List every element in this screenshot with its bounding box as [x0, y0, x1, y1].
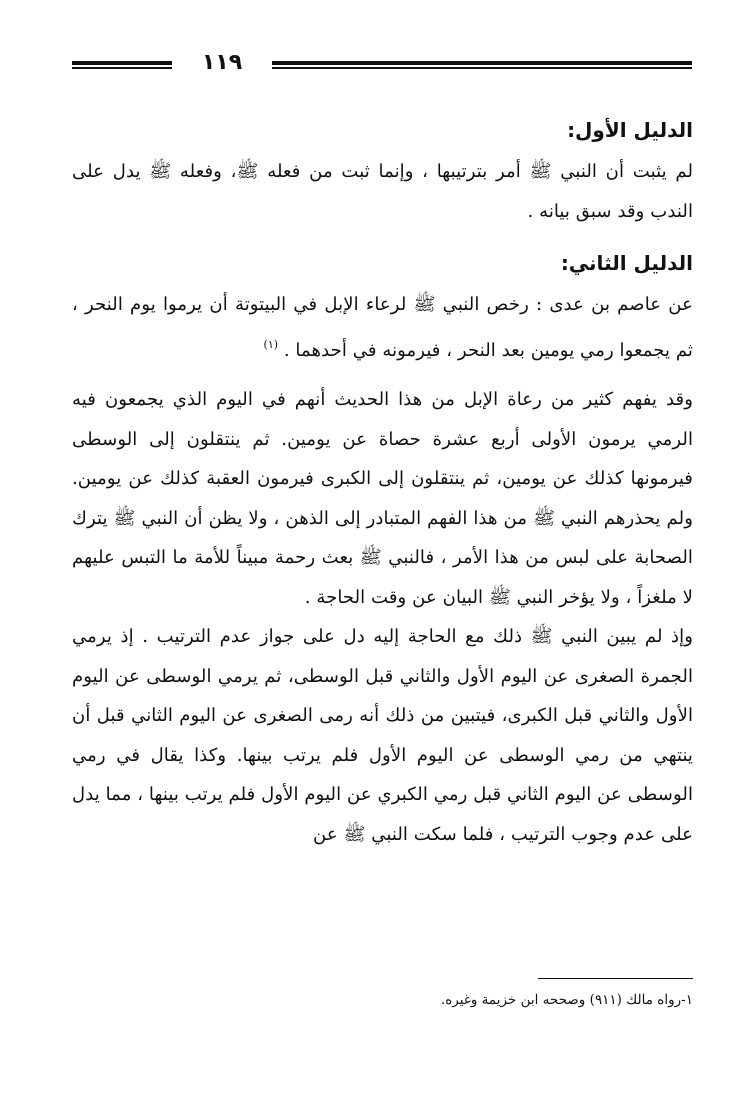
section-heading-first-evidence: الدليل الأول:: [567, 118, 693, 142]
second-evidence-text: [72, 285, 693, 370]
footnote-reference: (١): [263, 337, 279, 351]
footnote-divider: [538, 978, 693, 979]
body-paragraph: وإذ لم يبين النبي ﷺ ذلك مع الحاجة إليه دل على جواز عدم الترتيب . إذ يرمي الجمرة الصغرى عن اليوم الأول والثاني قبل الوسطى، ثم يرمي الوسطى عن اليوم الأول والثاني قبل الكبرى، فيتبين من ذلك أنه رمى الصغرى عن اليوم الثاني قبل أن ينتهي من رمي الوسطى عن اليوم الأول فلم يرتب بينها. وكذا يقال في رمي الوسطى عن اليوم الثاني قبل رمي الكبري عن اليوم الأول فلم يرتب بينها ، مما يدل على عدم وجوب الترتيب ، فلما سكت النبي ﷺ عن: [72, 626, 693, 845]
page-number: ١١٩: [201, 50, 243, 75]
body-paragraph: وقد يفهم كثير من رعاة الإبل من هذا الحديث أنهم في اليوم الذي يجمعون فيه الرمي يرمون الأولى أربع عشرة حصاة عن يومين. ثم ينتقلون إلى الوسطى فيرمونها كذلك عن يومين، ثم ينتقلون إلى الكبرى فيرمون العقبة كذلك عن يومين. ولم يحذرهم النبي ﷺ من هذا الفهم المتبادر إلى الذهن ، ولا يظن أن النبي ﷺ يترك الصحابة على لبس من هذا الأمر ، فالنبي ﷺ بعث رحمة مبيناً للأمة ما التبس عليهم لا ملغزاً ، ولا يؤخر النبي ﷺ البيان عن وقت الحاجة .: [72, 389, 693, 608]
header-rule-left: [72, 61, 172, 69]
section-heading-second-evidence: الدليل الثاني:: [560, 251, 693, 275]
hadith-text: عن عاصم بن عدى : رخص النبي ﷺ لرعاء الإبل في البيتوتة أن يرموا يوم النحر ، ثم يجمعوا رمي يومين بعد النحر ، فيرمونه في أحدهما .: [72, 294, 693, 361]
page-header: [72, 52, 692, 78]
page-body: [72, 108, 693, 854]
header-rule-right: [272, 61, 692, 69]
footnote: ١-رواه مالك (٩١١) وصححه ابن خزيمة وغيره.: [440, 992, 693, 1008]
first-evidence-text: لم يثبت أن النبي ﷺ أمر بترتيبها ، وإنما ثبت من فعله ﷺ، وفعله ﷺ يدل على الندب وقد سبق بيانه .: [72, 161, 693, 222]
